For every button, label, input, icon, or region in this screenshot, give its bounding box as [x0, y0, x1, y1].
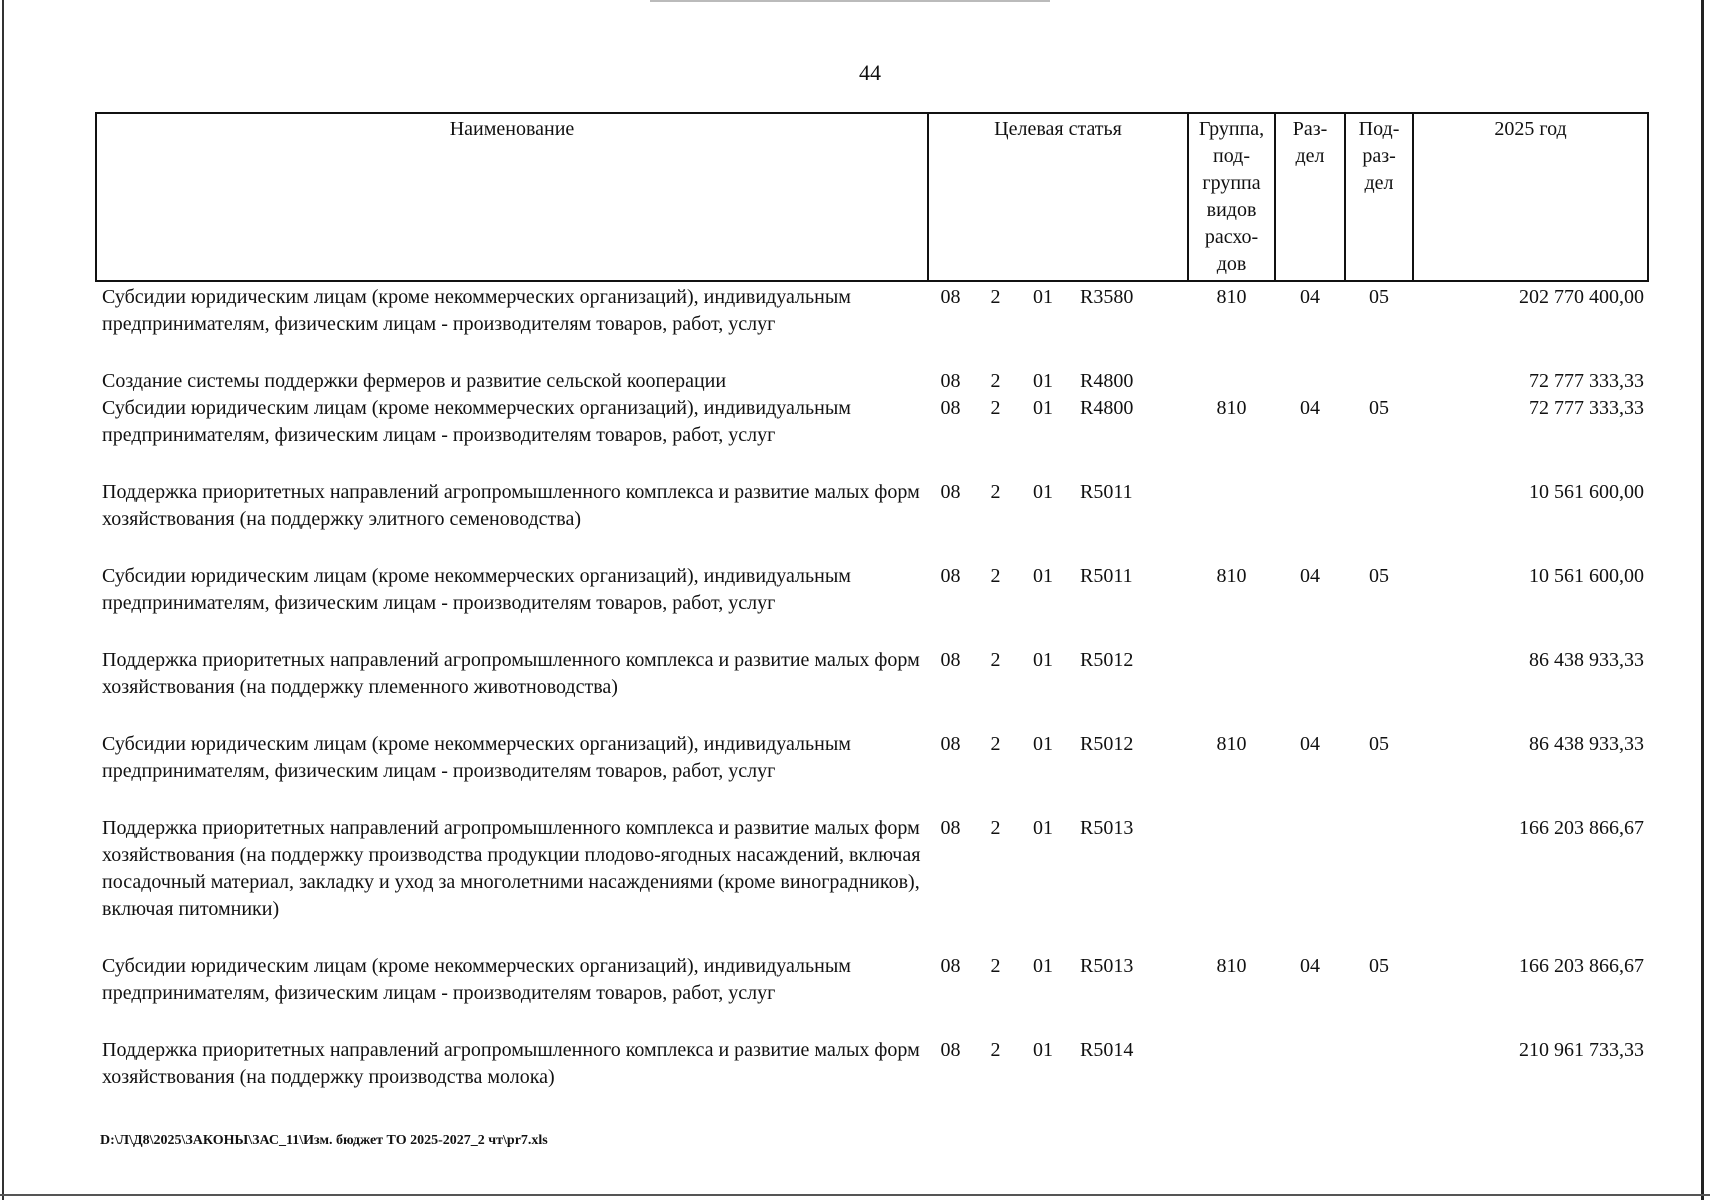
row-amount: 166 203 866,67 — [1519, 817, 1645, 839]
row-subsection — [1345, 479, 1413, 563]
row-code-event: 01 — [1033, 649, 1053, 671]
row-subsection — [1345, 368, 1413, 395]
scan-edge-right — [1701, 0, 1704, 1200]
row-section — [1275, 815, 1345, 953]
row-expense-group — [1188, 479, 1275, 563]
row-name: Субсидии юридическим лицам (кроме некоммерческих организаций), индивидуальным предпринимателям, физическим лицам - производителям товаров, работ, услуг — [102, 955, 851, 1004]
table-row — [96, 395, 1648, 479]
row-code-subprogram: 2 — [990, 370, 1001, 392]
row-expense-group — [1188, 815, 1275, 953]
row-code-subprogram: 2 — [990, 733, 1001, 755]
row-expense-group — [1188, 368, 1275, 395]
scan-edge-bottom — [0, 1194, 1710, 1196]
row-code-program: 08 — [940, 397, 961, 419]
table-row — [96, 368, 1648, 395]
row-section: 04 — [1300, 565, 1321, 587]
row-code-event: 01 — [1033, 955, 1053, 977]
header-expense-group: Группа, под- группа видов расхо- дов — [1188, 113, 1275, 281]
row-code-event: 01 — [1033, 817, 1053, 839]
table-row — [96, 815, 1648, 953]
row-section: 04 — [1300, 733, 1321, 755]
row-name: Поддержка приоритетных направлений агропромышленного комплекса и развитие малых форм хозяйствования (на поддержку элитного семеноводства) — [102, 481, 920, 530]
table-row — [96, 563, 1648, 647]
row-subsection: 05 — [1369, 397, 1390, 419]
row-expense-group: 810 — [1216, 955, 1247, 977]
row-section: 04 — [1300, 286, 1321, 308]
row-code-direction: R4800 — [1080, 370, 1134, 392]
row-code-event: 01 — [1033, 1039, 1053, 1061]
row-code-direction: R5012 — [1080, 649, 1134, 671]
row-name: Субсидии юридическим лицам (кроме некоммерческих организаций), индивидуальным предпринимателям, физическим лицам - производителям товаров, работ, услуг — [102, 397, 851, 446]
row-code-subprogram: 2 — [990, 397, 1001, 419]
row-subsection — [1345, 815, 1413, 953]
header-section: Раз- дел — [1275, 113, 1345, 281]
table-row — [96, 731, 1648, 815]
row-name: Поддержка приоритетных направлений агропромышленного комплекса и развитие малых форм хозяйствования (на поддержку производства продукции плодово-ягодных насаждений, включая посадочный материал, закладку и уход за многолетними насаждениями (кроме виноградников), включая питомники) — [102, 817, 921, 920]
table-row — [96, 479, 1648, 563]
row-code-direction: R3580 — [1080, 286, 1134, 308]
row-name: Субсидии юридическим лицам (кроме некоммерческих организаций), индивидуальным предпринимателям, физическим лицам - производителям товаров, работ, услуг — [102, 286, 851, 335]
row-amount: 202 770 400,00 — [1519, 286, 1645, 308]
row-code-program: 08 — [940, 817, 961, 839]
row-subsection: 05 — [1369, 286, 1390, 308]
row-code-event: 01 — [1033, 286, 1053, 308]
row-expense-group: 810 — [1216, 286, 1247, 308]
row-code-direction: R5012 — [1080, 733, 1134, 755]
table-header-row — [96, 113, 1648, 281]
row-code-program: 08 — [940, 286, 961, 308]
row-code-subprogram: 2 — [990, 565, 1001, 587]
row-amount: 210 961 733,33 — [1519, 1039, 1645, 1061]
header-year: 2025 год — [1413, 113, 1648, 281]
header-subsection: Под- раз- дел — [1345, 113, 1413, 281]
row-name: Субсидии юридическим лицам (кроме некоммерческих организаций), индивидуальным предпринимателям, физическим лицам - производителям товаров, работ, услуг — [102, 565, 851, 614]
row-code-subprogram: 2 — [990, 955, 1001, 977]
row-code-direction: R5014 — [1080, 1039, 1134, 1061]
row-section: 04 — [1300, 397, 1321, 419]
row-code-direction: R4800 — [1080, 397, 1134, 419]
row-amount: 10 561 600,00 — [1529, 481, 1645, 503]
file-path-footer: D:\Л\Д8\2025\ЗАКОНЫ\ЗАС_11\Изм. бюджет ТО 2025-2027_2 чт\pr7.xls — [100, 1133, 548, 1148]
row-code-direction: R5013 — [1080, 955, 1134, 977]
row-expense-group: 810 — [1216, 397, 1247, 419]
page-number: 44 — [859, 60, 881, 85]
row-code-program: 08 — [940, 481, 961, 503]
row-section — [1275, 1037, 1345, 1091]
row-amount: 10 561 600,00 — [1529, 565, 1645, 587]
row-subsection — [1345, 1037, 1413, 1091]
row-amount: 72 777 333,33 — [1529, 370, 1645, 392]
row-amount: 86 438 933,33 — [1529, 733, 1645, 755]
row-subsection: 05 — [1369, 565, 1390, 587]
row-code-direction: R5011 — [1080, 481, 1133, 503]
row-section: 04 — [1300, 955, 1321, 977]
header-target-article: Целевая статья — [928, 113, 1188, 281]
table-row — [96, 953, 1648, 1037]
row-name: Создание системы поддержки фермеров и развитие сельской кооперации — [102, 370, 727, 392]
row-section — [1275, 368, 1345, 395]
row-code-subprogram: 2 — [990, 817, 1001, 839]
row-expense-group: 810 — [1216, 565, 1247, 587]
row-code-event: 01 — [1033, 370, 1053, 392]
row-expense-group — [1188, 647, 1275, 731]
row-section — [1275, 647, 1345, 731]
row-code-subprogram: 2 — [990, 286, 1001, 308]
header-name: Наименование — [96, 113, 928, 281]
row-code-event: 01 — [1033, 733, 1053, 755]
row-code-program: 08 — [940, 955, 961, 977]
table-row — [96, 647, 1648, 731]
row-name: Субсидии юридическим лицам (кроме некоммерческих организаций), индивидуальным предпринимателям, физическим лицам - производителям товаров, работ, услуг — [102, 733, 851, 782]
row-subsection: 05 — [1369, 733, 1390, 755]
scan-edge-left — [2, 0, 4, 1200]
row-code-program: 08 — [940, 565, 961, 587]
table-row — [96, 1037, 1648, 1091]
row-code-subprogram: 2 — [990, 649, 1001, 671]
row-expense-group: 810 — [1216, 733, 1247, 755]
row-code-event: 01 — [1033, 481, 1053, 503]
row-code-program: 08 — [940, 733, 961, 755]
row-code-direction: R5013 — [1080, 817, 1134, 839]
row-code-program: 08 — [940, 370, 961, 392]
row-code-event: 01 — [1033, 397, 1053, 419]
row-code-event: 01 — [1033, 565, 1053, 587]
table-row — [96, 281, 1648, 368]
row-amount: 72 777 333,33 — [1529, 397, 1645, 419]
row-name: Поддержка приоритетных направлений агропромышленного комплекса и развитие малых форм хозяйствования (на поддержку племенного животноводства) — [102, 649, 920, 698]
row-code-subprogram: 2 — [990, 1039, 1001, 1061]
row-code-program: 08 — [940, 649, 961, 671]
row-code-program: 08 — [940, 1039, 961, 1061]
row-name: Поддержка приоритетных направлений агропромышленного комплекса и развитие малых форм хозяйствования (на поддержку производства молока) — [102, 1039, 920, 1088]
row-expense-group — [1188, 1037, 1275, 1091]
scan-edge-top — [650, 0, 1050, 2]
row-code-subprogram: 2 — [990, 481, 1001, 503]
budget-table — [95, 112, 1649, 1091]
row-code-direction: R5011 — [1080, 565, 1133, 587]
row-subsection: 05 — [1369, 955, 1390, 977]
row-amount: 166 203 866,67 — [1519, 955, 1645, 977]
row-section — [1275, 479, 1345, 563]
row-amount: 86 438 933,33 — [1529, 649, 1645, 671]
row-subsection — [1345, 647, 1413, 731]
